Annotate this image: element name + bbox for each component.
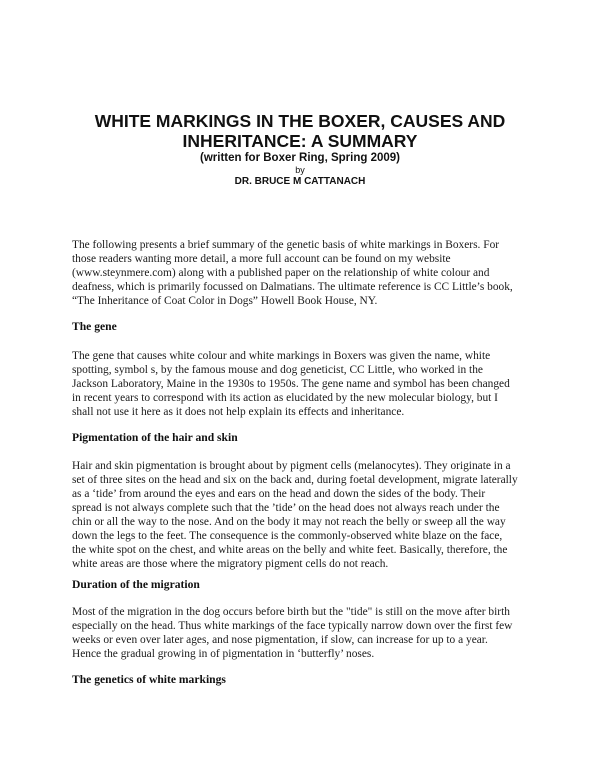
paragraph-line: as a ‘tide’ from around the eyes and ears on the head and down the sides of the body. Their <box>72 488 486 500</box>
paragraph-line: especially on the head. Thus white markings of the face typically narrow down over the first few <box>72 620 513 632</box>
section-heading-genetics: The genetics of white markings <box>72 673 226 686</box>
paragraph-line: (www.steynmere.com) along with a published paper on the relationship of white colour and <box>72 267 490 279</box>
paragraph-line: those readers wanting more detail, a more full account can be found on my website <box>72 253 451 265</box>
paragraph-line: down the legs to the feet. The consequence is the commonly-observed white blaze on the face, <box>72 530 503 542</box>
paragraph-line: white areas are those where the migratory pigment cells do not reach. <box>72 558 389 570</box>
section-paragraph-duration <box>72 605 532 661</box>
intro-paragraph <box>72 238 532 308</box>
paragraph-line: The following presents a brief summary of the genetic basis of white markings in Boxers. For <box>72 239 500 251</box>
section-heading-duration: Duration of the migration <box>72 578 200 591</box>
section-heading-the-gene: The gene <box>72 320 117 333</box>
paragraph-line: deafness, which is primarily focussed on Dalmatians. The ultimate reference is CC Little’s book, <box>72 281 513 293</box>
paragraph-line: The gene that causes white colour and white markings in Boxers was given the name, white <box>72 350 491 362</box>
paragraph-line: the white spot on the chest, and white areas on the belly and white feet. Basically, therefore, the <box>72 544 508 556</box>
paragraph-line: in recent years to correspond with its action as elucidated by the new molecular biology, but I <box>72 392 498 404</box>
paragraph-line: Jackson Laboratory, Maine in the 1930s to 1950s. The gene name and symbol has been changed <box>72 378 510 390</box>
paragraph-line: weeks or even over later ages, and nose pigmentation, if slow, can increase for up to a year. <box>72 634 488 646</box>
byline-by: by <box>295 165 305 175</box>
paragraph-line: chin or all the way to the nose. And on the body it may not reach the belly or sweep all the way <box>72 516 506 528</box>
paragraph-line: shall not use it here as it does not help explain its effects and inheritance. <box>72 406 405 418</box>
document-subtitle: (written for Boxer Ring, Spring 2009) <box>200 152 400 164</box>
document-title-line-1: WHITE MARKINGS IN THE BOXER, CAUSES AND <box>94 111 506 131</box>
paragraph-line: Hence the gradual growing in of pigmentation in ‘butterfly’ noses. <box>72 648 375 660</box>
paragraph-line: set of three sites on the head and six on the back and, during foetal development, migrate laterally <box>72 474 518 486</box>
section-paragraph-pigmentation <box>72 459 532 571</box>
section-heading-pigmentation: Pigmentation of the hair and skin <box>72 431 238 444</box>
paragraph-line: “The Inheritance of Coat Color in Dogs” Howell Book House, NY. <box>72 295 378 307</box>
paragraph-line: Hair and skin pigmentation is brought about by pigment cells (melanocytes). They originate in a <box>72 460 511 472</box>
document-title-line-2: INHERITANCE: A SUMMARY <box>182 131 418 151</box>
document-author: DR. BRUCE M CATTANACH <box>234 176 366 187</box>
paragraph-line: spread is not always complete such that the ’tide’ on the head does not always reach under the <box>72 502 500 514</box>
section-paragraph-the-gene <box>72 349 532 419</box>
paragraph-line: Most of the migration in the dog occurs before birth but the "tide" is still on the move after birth <box>72 606 510 618</box>
paragraph-line: spotting, symbol s, by the famous mouse and dog geneticist, CC Little, who worked in the <box>72 364 483 376</box>
